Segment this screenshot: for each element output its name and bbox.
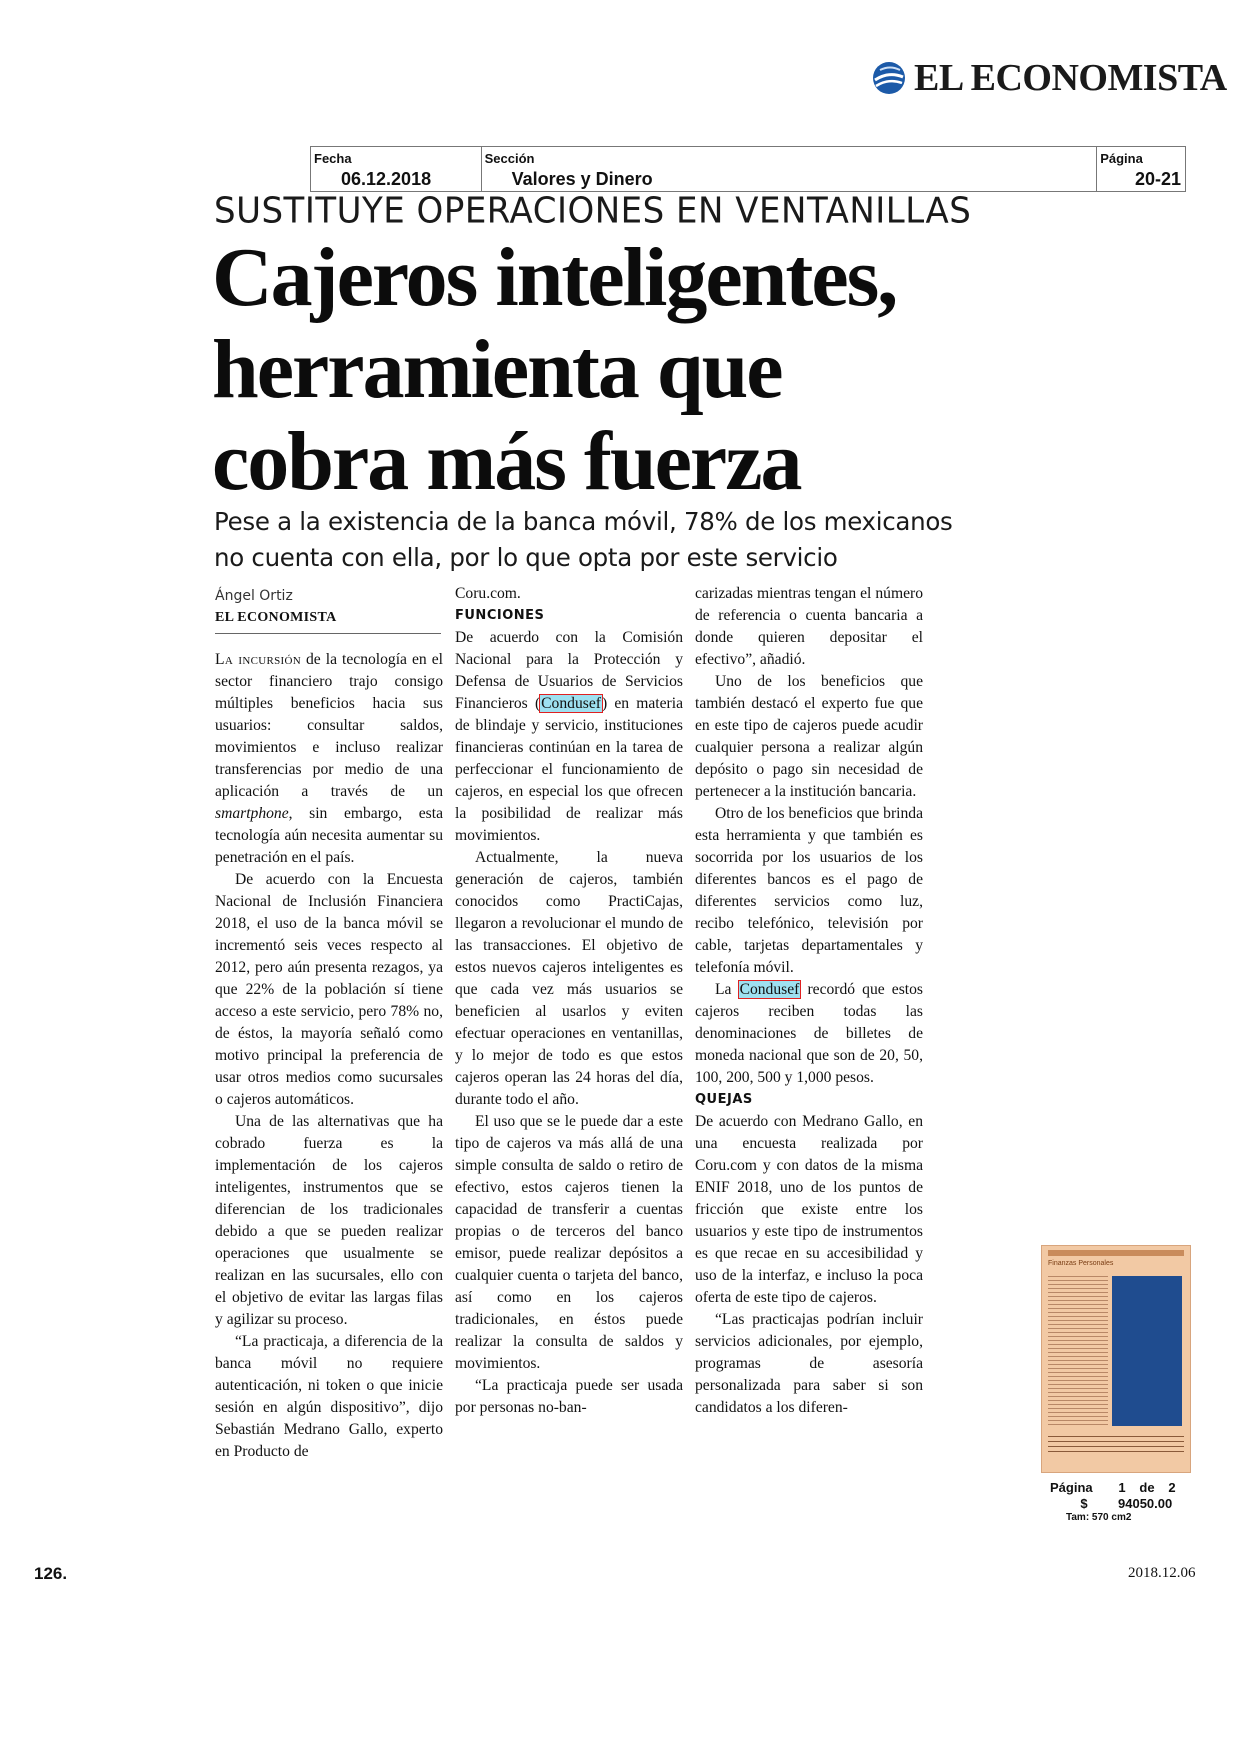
section-heading-quejas: QUEJAS: [695, 1092, 753, 1107]
paragraph-text: De acuerdo con la Comisión Nacional para la Protección y Defensa de Usuarios de Servicios Financieros (: [455, 629, 683, 712]
footer-date: 2018.12.06: [1128, 1565, 1196, 1581]
seccion-cell: [482, 147, 1098, 191]
page-info-size: Tam: 570 cm2: [1066, 1512, 1132, 1523]
section-heading-funciones: FUNCIONES: [455, 608, 545, 623]
paragraph: De acuerdo con Medrano Gallo, en una encuesta realizada por Coru.com y con datos de la misma ENIF 2018, uno de los puntos de fricción que existe entre los usuarios y este tipo de instrumentos es que recae en su accesibilidad y uso de la interfaz, e incluso la poca oferta de este tipo de cajeros.: [695, 1113, 923, 1306]
paragraph-text: La: [715, 981, 739, 998]
paragraph: Otro de los beneficios que brinda esta herramienta y que también es socorrida por los usuarios de los diferentes bancos es el pago de diferentes servicios como luz, recibo telefónico, televisión por cable, tarjetas departamentales y telefonía móvil.: [695, 805, 923, 976]
masthead-title: EL ECONOMISTA: [914, 57, 1227, 99]
footer-item-number: 126.: [34, 1564, 68, 1583]
paragraph-text: ) en materia de blindaje y servicio, instituciones financieras continúan en la tarea de perfeccionar el funcionamiento de cajeros, en especial los que ofrecen la posibilidad de realizar más movimientos.: [455, 695, 683, 844]
paragraph: [695, 979, 923, 1089]
seccion-value: Valores y Dinero: [511, 169, 653, 189]
masthead-logo: [872, 56, 1227, 100]
metadata-table: [310, 146, 1186, 192]
page-info-de: de: [1139, 1480, 1155, 1495]
paragraph: De acuerdo con la Encuesta Nacional de Inclusión Financiera 2018, el uso de la banca móvil se incrementó seis veces respecto al 2012, pero aún presenta rezagos, ya que 22% de la población sí tiene acceso a este servicio, pero 78% no, de éstos, la mayoría señaló como motivo principal la preferencia de usar otros medios como sucursales o cajeros automáticos.: [215, 871, 443, 1108]
article-column-2: [455, 583, 683, 1513]
article-column-3: [695, 583, 923, 1513]
pagina-label: Página: [1100, 151, 1143, 166]
pagina-value: 20-21: [1134, 169, 1181, 189]
page-info: [1050, 1480, 1190, 1524]
paragraph: El uso que se le puede dar a este tipo de cajeros va más allá de una simple consulta de saldo o retiro de efectivo, estos cajeros tienen la capacidad de transferir a cuentas propias o de terceros del banco emisor, puede realizar depósitos a cualquier cuenta o tarjeta del banco, así como en los cajeros tradicionales, en éstos puede realizar la consulta de saldos y movimientos.: [455, 1113, 683, 1372]
page-info-currency: $: [1080, 1496, 1088, 1511]
paragraph: Uno de los beneficios que también destacó el experto fue que en este tipo de cajeros puede acudir cualquier persona a realizar algún depósito o pago sin necesidad de pertenecer a la institución bancaria.: [695, 673, 923, 800]
globe-swoosh-icon: [872, 61, 906, 95]
paragraph: “La practicaja, a diferencia de la banca móvil no requiere autenticación, ni token o que inicie sesión en algún dispositivo”, dijo Sebastián Medrano Gallo, experto en Producto de: [215, 1333, 443, 1460]
thumbnail-text-block: [1048, 1276, 1108, 1426]
highlighted-term: Condusef: [739, 981, 800, 998]
page-thumbnail: [1041, 1245, 1191, 1473]
paragraph-text: recordó que estos cajeros reciben todas las denominaciones de billetes de moneda nacional que son de 20, 50, 100, 200, 500 y 1,000 pesos.: [695, 981, 923, 1086]
paragraph: “Las practicajas podrían incluir servicios adicionales, por ejemplo, programas de asesoría personalizada para saber si son candidatos a los diferen-: [695, 1311, 923, 1416]
fecha-value: 06.12.2018: [341, 169, 432, 189]
headline: Cajeros inteligentes, herramienta que cobra más fuerza: [212, 231, 897, 508]
page-info-amount: 94050.00: [1118, 1496, 1173, 1511]
byline-author: Ángel Ortiz: [215, 588, 293, 604]
fecha-cell: [311, 147, 482, 191]
article-column-1: [215, 649, 443, 1509]
thumbnail-caption: [1048, 1436, 1184, 1456]
paragraph-text: de la tecnología en el sector financiero trajo consigo múltiples beneficios hacia sus usuarios: consultar saldos, movimientos e incluso realizar transferencias por medio de una aplicación a través de un: [215, 651, 443, 800]
lead-in: La incursión: [215, 651, 301, 668]
byline-outlet: EL ECONOMISTA: [215, 610, 337, 625]
byline-divider: [215, 633, 441, 634]
pagina-cell: [1097, 147, 1185, 191]
highlighted-term: Condusef: [541, 695, 601, 712]
page-info-total: 2: [1168, 1480, 1176, 1495]
paragraph: [455, 627, 683, 847]
subheadline: Pese a la existencia de la banca móvil, 78% de los mexicanos no cuenta con ella, por lo que opta por este servicio: [214, 507, 953, 572]
thumbnail-section: Finanzas Personales: [1048, 1260, 1114, 1267]
paragraph: [215, 649, 443, 869]
thumbnail-article-block: [1112, 1276, 1182, 1426]
paragraph: “La practicaja puede ser usada por personas no-ban-: [455, 1377, 683, 1416]
paragraph: carizadas mientras tengan el número de referencia o cuenta bancaria a donde quieren depositar el efectivo”, añadió.: [695, 585, 923, 668]
kicker: SUSTITUYE OPERACIONES EN VENTANILLAS: [214, 190, 972, 232]
paragraph-text: , sin embargo, esta tecnología aún necesita aumentar su penetración en el país.: [215, 805, 443, 866]
page-info-number: 1: [1118, 1480, 1126, 1495]
fecha-label: Fecha: [314, 151, 352, 166]
page-info-label: Página: [1050, 1480, 1093, 1495]
paragraph: Actualmente, la nueva generación de cajeros, también conocidos como PractiCajas, llegaron a revolucionar el mundo de las transacciones. El objetivo de estos nuevos cajeros inteligentes es que cada vez más usuarios se beneficien al usarlos y eviten efectuar operaciones en ventanillas, y lo mejor de todo es que estos cajeros operan las 24 horas del día, durante todo el año.: [455, 849, 683, 1108]
italic-term: smartphone: [215, 805, 289, 822]
paragraph: Una de las alternativas que ha cobrado fuerza es la implementación de los cajeros inteligentes, instrumentos que se diferencian de los tradicionales debido a que se pueden realizar operaciones que usualmente se realizan en las sucursales, ello con el objetivo de evitar las largas filas y agilizar su proceso.: [215, 1113, 443, 1328]
thumbnail-header: [1048, 1250, 1184, 1256]
seccion-label: Sección: [484, 151, 535, 166]
paragraph: Coru.com.: [455, 585, 521, 602]
